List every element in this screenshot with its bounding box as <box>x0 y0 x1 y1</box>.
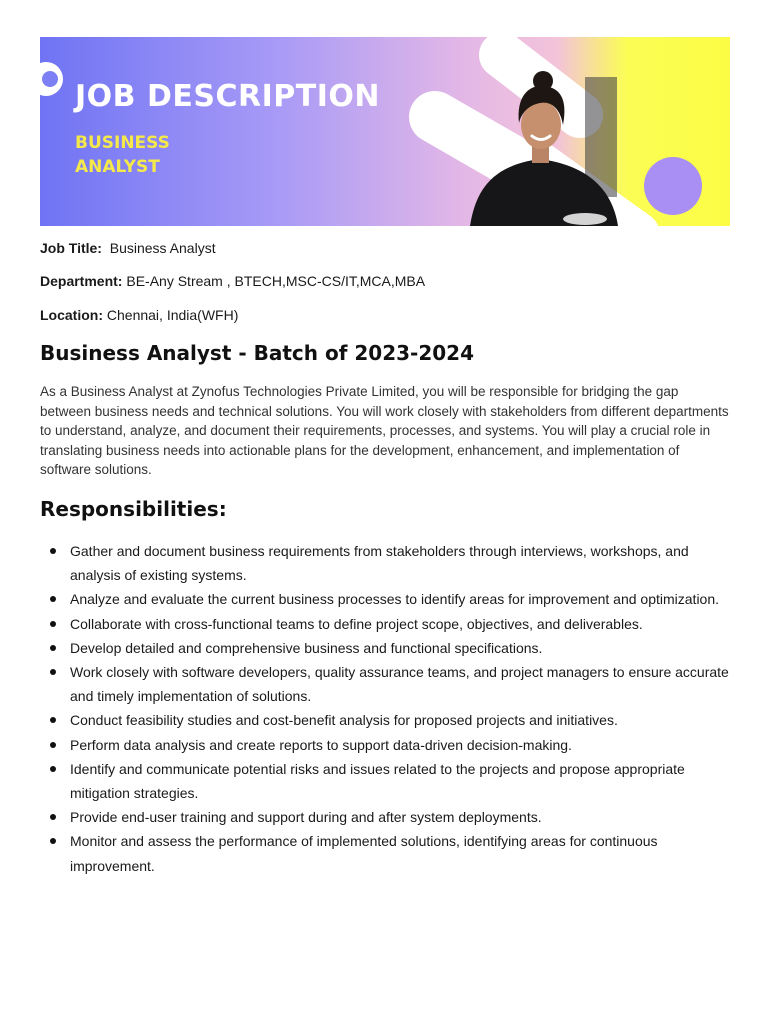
responsibilities-list <box>40 539 740 878</box>
list-item: Gather and document business requirements from stakeholders through interviews, workshops, and analysis of existing systems. <box>40 539 740 587</box>
location-value: Chennai, India(WFH) <box>106 307 239 323</box>
list-item: Conduct feasibility studies and cost-benefit analysis for proposed projects and initiatives. <box>40 708 740 732</box>
header-banner <box>40 37 730 226</box>
list-item: Perform data analysis and create reports to support data-driven decision-making. <box>40 733 740 757</box>
list-item: Analyze and evaluate the current business processes to identify areas for improvement and optimization. <box>40 587 740 611</box>
list-item: Monitor and assess the performance of implemented solutions, identifying areas for continuous improvement. <box>40 829 740 877</box>
department-row <box>40 273 425 289</box>
job-title-value: Business Analyst <box>109 240 216 256</box>
department-label: Department: <box>40 273 123 289</box>
page-heading: Business Analyst - Batch of 2023-2024 <box>40 341 475 365</box>
location-label: Location: <box>40 307 103 323</box>
responsibilities-title: Responsibilities: <box>40 497 227 521</box>
banner-subtitle: BUSINESS ANALYST <box>75 133 170 177</box>
banner-title: JOB DESCRIPTION <box>75 79 380 114</box>
location-row <box>40 307 238 323</box>
list-item: Collaborate with cross-functional teams to define project scope, objectives, and deliverables. <box>40 612 740 636</box>
banner-circle <box>644 157 702 215</box>
list-item: Identify and communicate potential risks and issues related to the projects and propose appropriate mitigation strategies. <box>40 757 740 805</box>
job-title-row <box>40 240 216 256</box>
list-item: Provide end-user training and support during and after system deployments. <box>40 805 740 829</box>
list-item: Develop detailed and comprehensive business and functional specifications. <box>40 636 740 660</box>
list-item: Work closely with software developers, quality assurance teams, and project managers to ensure accurate and timely implementation of solutions. <box>40 660 740 708</box>
job-summary: As a Business Analyst at Zynofus Technologies Private Limited, you will be responsible for bridging the gap between business needs and technical solutions. You will work closely with stakeholders from different departments to understand, analyze, and document their requirements, processes, and systems. You will play a crucial role in translating business needs into actionable plans for the development, enhancement, and implementation of software solutions. <box>40 384 729 478</box>
job-title-label: Job Title: <box>40 240 102 256</box>
department-value: BE-Any Stream , BTECH,MSC-CS/IT,MCA,MBA <box>126 273 426 289</box>
